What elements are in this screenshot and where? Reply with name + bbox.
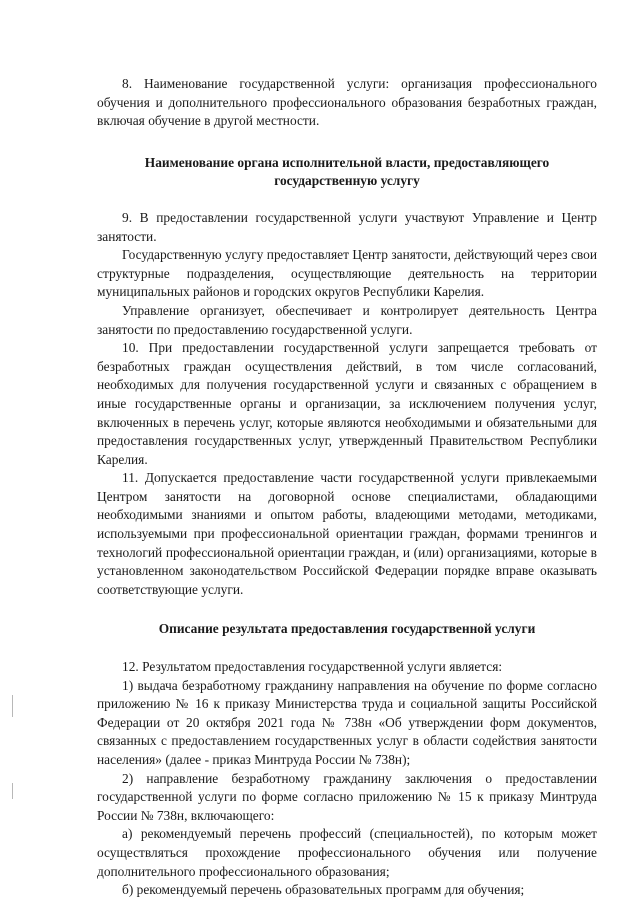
paragraph-9: 9. В предоставлении государственной услуги участвуют Управление и Центр занятости.	[97, 209, 597, 244]
paragraph-9-control: Управление организует, обеспечивает и контролирует деятельность Центра занятости по предоставлению государственной услуги.	[97, 302, 597, 337]
paragraph-9-provider: Государственную услугу предоставляет Центр занятости, действующий через свои структурные подразделения, осуществляющие деятельность на территории муниципальных районов и городских округов Республики Карелия.	[97, 247, 597, 300]
scan-margin-mark	[12, 695, 13, 717]
list-item-2: 2) направление безработному гражданину заключения о предоставлении государственной услуги по форме согласно приложению № 15 к приказу Минтруда России № 738н, включающего:	[97, 770, 597, 823]
list-item-a: а) рекомендуемый перечень профессий (специальностей), по которым может осуществляться прохождение профессионального обучения или получение дополнительного профессионального образования;	[97, 826, 597, 879]
paragraph-10: 10. При предоставлении государственной услуги запрещается требовать от безработных граждан осуществления действий, в том числе согласований, необходимых для получения государственной услуги и связанных с обращением в иные государственные органы и организации, за исключением получения услуг, включенных в перечень услуг, которые являются необходимыми и обязательными для предоставления государственных услуг, утвержденный Правительством Республики Карелия.	[97, 340, 597, 467]
paragraph-8: 8. Наименование государственной услуги: организация профессионального обучения и дополнительного профессионального образования безработных граждан, включая обучение в другой местности.	[97, 76, 597, 129]
paragraph-12: 12. Результатом предоставления государственной услуги является:	[122, 659, 503, 675]
paragraph-11: 11. Допускается предоставление части государственной услуги привлекаемыми Центром занятости на договорной основе специалистами, обладающими необходимыми знаниями и опытом работы, владеющими методами, методиками, используемыми при профессиональной ориентации граждан, формами тренингов и технологий профессиональной ориентации граждан, и (или) организациями, которые в установленном законодательством Российской Федерации порядке вправе оказывать соответствующие услуги.	[97, 470, 597, 597]
document-body	[97, 75, 597, 900]
list-item-1: 1) выдача безработному гражданину направления на обучение по форме согласно приложению № 16 к приказу Министерства труда и социальной защиты Российской Федерации от 20 октября 2021 года № 738н «Об утверждении форм документов, связанных с предоставлением государственных услуг в области содействия занятости населения» (далее - приказ Минтруда России № 738н);	[97, 677, 597, 767]
section-heading-authority: Наименование органа исполнительной власти, предоставляющего государственную услугу	[144, 154, 550, 189]
list-item-b: б) рекомендуемый перечень образовательных программ для обучения;	[122, 882, 525, 898]
section-heading-result: Описание результата предоставления государственной услуги	[158, 621, 536, 637]
scan-margin-mark	[12, 783, 13, 799]
